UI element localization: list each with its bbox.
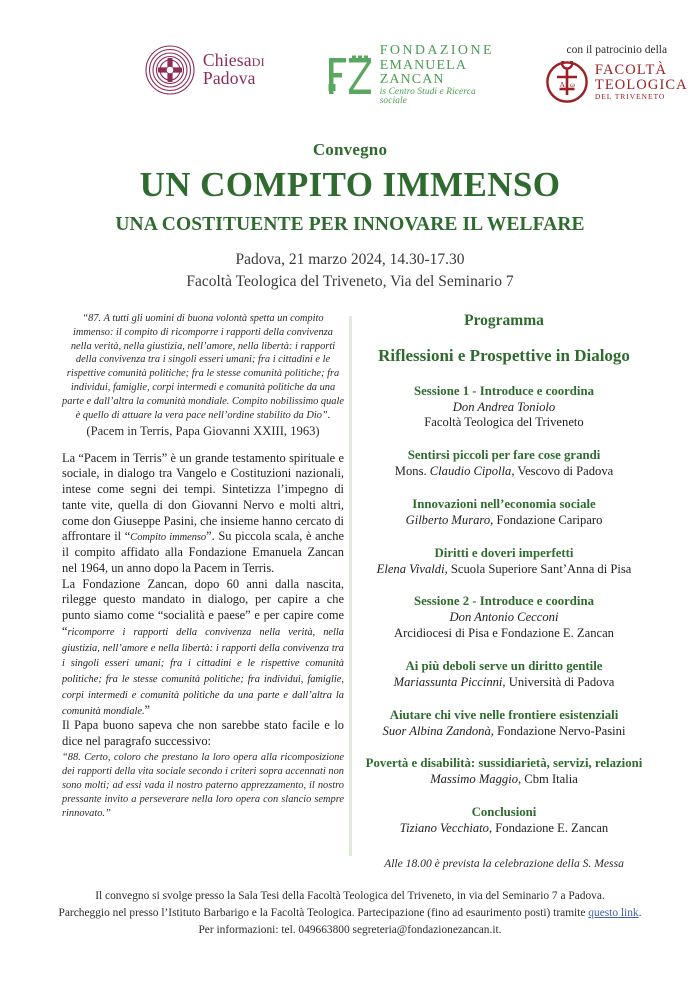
programme-item-title: Conclusioni [471,804,537,819]
event-location: Facoltà Teologica del Triveneto, Via del Seminario 7 [186,273,514,290]
speaker-affiliation: , Scuola Superiore Sant’Anna di Pisa [444,561,632,576]
programme-item-title: Innovazioni nell’economia sociale [412,496,596,511]
registration-link[interactable]: questo link [588,906,639,919]
quote-source: (Pacem in Terris, Papa Giovanni XXIII, 1963) [86,423,320,438]
programme-item-title: Ai più deboli serve un diritto gentile [405,658,603,673]
programme-item-speaker [362,400,646,416]
speaker-affiliation: , Vescovo di Padova [511,464,614,479]
logo-facolta-line3: DEL TRIVENETO [594,91,666,101]
body-p1-part-b: ”. Su piccola scala, è anche il compito affidato alla Fondazione Emanuela Zancan nel 1964, un anno dopo la Pacem in Terris. [62,529,344,575]
programme-item-speaker [362,610,646,626]
logo-zancan-line1: FONDAZIONE [379,43,494,58]
programme-item-speaker [362,772,646,788]
logo-facolta-line1: FACOLTÀ [594,62,668,79]
right-column [362,312,646,870]
programme-item-title: Povertà e disabilità: sussidiarietà, servizi, relazioni [365,756,643,771]
body-p2-part-a: La Fondazione Zancan, dopo 60 anni dalla nascita, rilegge questo mandato in dialogo, per capire a che punto siamo come “socialità e paese” e per capire come “ [62,576,344,638]
fondazione-zancan-fz-monogram-icon [328,55,374,97]
title-block [0,140,700,236]
body-p2-part-b: ” [144,702,151,717]
footer-line-2 [0,905,700,922]
footer-line-2-part-a: Parcheggio nel presso l’Istituto Barbarigo e la Facoltà Teologica. Partecipazione (fino ad esaurimento posti) tramite [58,906,589,919]
svg-text:ω: ω [569,80,575,89]
page-title: UN COMPITO IMMENSO [139,165,561,204]
programme-item [362,805,646,837]
body-p2-emphasis: ricomporre i rapporti della convivenza nella verità, nella giustizia, nell’amore e nella libertà: i rapporti della convivenza tra i singoli esseri umani; fra i cittadini e le rispettive comunità politiche; fra le stesse comunità politiche; fra individui, famiglie, corpi intermedi e comunità politiche da una parte e dall’altra la comunità mondiale. [62,626,344,717]
body-p1-emphasis: Compito immenso [130,532,207,544]
footer [0,888,700,938]
speaker-affiliation: , Cbm Italia [518,772,578,787]
programme-subheading: Riflessioni e Prospettive in Dialogo [378,346,630,365]
page-subtitle: UNA COSTITUENTE PER INNOVARE IL WELFARE [115,213,585,235]
programme-item-title: Aiutare chi vive nelle frontiere esistenziali [389,707,619,722]
programme-item-speaker [362,562,646,578]
pacem-in-terris-quote: “87. A tutti gli uomini di buona volontà spetta un compito immenso: il compito di ricomporre i rapporti della convivenza nella verità, nella giustizia, nell’amore, nella libertà: i rapporti della convivenza tra i singoli esseri umani; fra i cittadini e le rispettive comunità politiche; fra le stesse comunità politiche; fra individui, famiglie, corpi intermedi e comunità politiche da una parte e dall’altra la comunità mondiale. Compito nobilissimo quale è quello di attuare la vera pace nell’ordine stabilito da Dio”. [62,313,344,421]
speaker-affiliation: , Fondazione Nervo-Pasini [490,723,626,738]
messa-note: Alle 18.00 è prevista la celebrazione della S. Messa [384,856,624,870]
logo-facolta-teologica [534,44,700,103]
body-paragraph-3: Il Papa buono sapeva che non sarebbe stato facile e lo dice nel paragrafo successivo: [62,718,344,749]
speaker-name: Tiziano Vecchiato [399,820,489,835]
speaker-name: Claudio Cipolla [429,464,512,479]
speaker-affiliation: , Fondazione E. Zancan [488,820,609,835]
speaker-name: Massimo Maggio [430,772,518,787]
programme-item [362,448,646,480]
programme-item-title: Sentirsi piccoli per fare cose grandi [407,448,601,463]
svg-text:A: A [559,80,565,89]
programme-item-affiliation: Arcidiocesi di Pisa e Fondazione E. Zancan [394,626,614,641]
speaker-name: Suor Albina Zandonà [382,723,491,738]
programme-item [362,708,646,740]
logo-zancan-line2: EMANUELA ZANCAN [379,57,467,88]
logo-chiesa-line1: Chiesa [202,50,252,71]
body-paragraph-1 [62,451,344,577]
logo-bar [0,44,700,116]
patronage-label: con il patrocinio della [566,44,668,56]
programme-item-speaker [362,821,646,837]
speaker-prefix: Mons. [394,464,430,479]
event-date-time: Padova, 21 marzo 2024, 14.30-17.30 [235,251,465,268]
column-divider [349,316,352,856]
programme-item [362,594,646,641]
programme-item-speaker [362,464,646,480]
programme-item-speaker [362,513,646,529]
programme-item [362,384,646,431]
content-columns [0,312,700,870]
logo-chiesa-line1-small: DI [251,55,265,70]
programme-item-speaker [362,675,646,691]
programme-item-title: Sessione 2 - Introduce e coordina [414,594,594,609]
programme-item [362,659,646,691]
speaker-name: Gilberto Muraro [405,512,491,527]
programme-item-speaker [362,724,646,740]
left-column [62,312,344,821]
body-p1-part-a: La “Pacem in Terris” è un grande testamento spirituale e sociale, in dialogo tra Vangelo e Costituzioni nazionali, intese come segni dei tempi. Sintetizza l’impegno di tante vite, quella di don Giovanni Nervo e molti altri, come don Giuseppe Pasini, che insieme hanno cercato di affrontare il “ [62,450,344,544]
logo-fondazione-zancan [328,44,504,107]
pacem-in-terris-quote-88: “88. Certo, coloro che prestano la loro opera alla ricomposizione dei rapporti della vita sociale secondo i criteri sopra accennati non sono molti; ad essi vada il nostro paterno apprezzamento, il nostro pressante invito a perseverare nella loro opera con slancio sempre rinnovato.” [62,751,344,819]
speaker-name: Don Andrea Toniolo [452,399,556,414]
logo-chiesa-line2: Padova [202,68,256,88]
event-kicker: Convegno [312,140,388,159]
programme-heading: Programma [464,312,544,329]
programme-item-title: Diritti e doveri imperfetti [434,545,574,560]
programme-item-title: Sessione 1 - Introduce e coordina [414,383,594,398]
speaker-name: Don Antonio Cecconi [449,610,559,625]
chiesa-di-padova-spiral-cross-icon [144,44,196,96]
speaker-affiliation: , Università di Padova [502,674,615,689]
footer-line-1: Il convegno si svolge presso la Sala Tesi della Facoltà Teologica del Triveneto, in via del Seminario 7 a Padova. [95,890,605,902]
logo-facolta-line2: TEOLOGICA [594,77,688,94]
programme-item [362,546,646,578]
venue-block [0,249,700,293]
programme-item [362,756,646,788]
speaker-name: Elena Vivaldi [376,561,445,576]
programme-item-affiliation: Facoltà Teologica del Triveneto [424,415,584,430]
logo-zancan-line3: is Centro Studi e Ricerca sociale [379,86,476,107]
body-paragraph-2 [62,577,344,719]
footer-line-2-part-b: . [638,906,642,919]
facolta-teologica-cross-emblem-icon [546,61,588,103]
logo-chiesa-di-padova [95,44,314,96]
footer-contact-info: Per informazioni: tel. 049663800 segreteria@fondazionezancan.it. [198,923,502,936]
speaker-name: Mariassunta Piccinni [393,674,503,689]
speaker-affiliation: , Fondazione Cariparo [490,512,603,527]
programme-item [362,497,646,529]
